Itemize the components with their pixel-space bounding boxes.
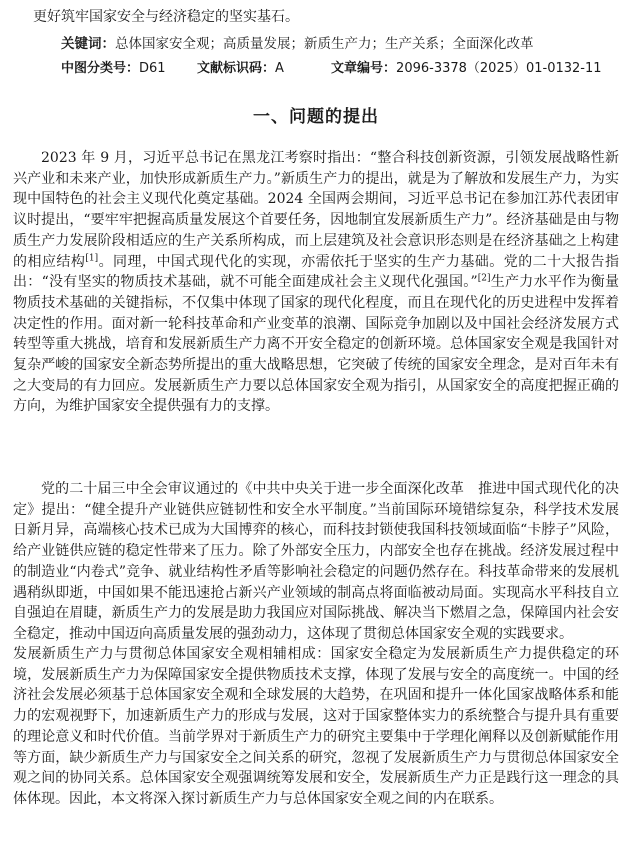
article-number-value: 2096-3378（2025）01-0132-11: [396, 61, 602, 76]
preceding-text-line: 更好筑牢国家安全与经济稳定的坚实基石。: [33, 9, 299, 25]
section-heading: 一、问题的提出: [253, 107, 379, 127]
clc-label: 中图分类号：: [61, 61, 140, 76]
citation-2: [2]: [477, 273, 491, 284]
document-code-label: 文献标识码：: [197, 61, 276, 76]
document-code-value: A: [275, 61, 284, 76]
article-number-label: 文章编号：: [331, 61, 397, 76]
keywords-value: 总体国家安全观；高质量发展；新质生产力；生产关系；全面深化改革: [115, 36, 534, 52]
keywords-line: [61, 36, 534, 52]
paragraph-2: 党的二十届三中全会审议通过的《中共中央关于进一步全面深化改革 推进中国式现代化的决定》提出：“健全提升产业链供应链韧性和安全水平制度。”当前国际环境错综复杂，科学技术发展日新月异，高端核心技术已成为大国博弈的核心，而科技封锁使我国科技领域面临“卡脖子”风险，给产业链供应链的稳定性带来了压力。除了外部安全压力，内部安全也存在挑战。经济发展过程中的制造业“内卷式”竞争、就业结构性矛盾等影响社会稳定的问题仍然存在。科技革命带来的发展机遇稍纵即逝，中国如果不能迅速抢占新兴产业领域的制高点将面临被动局面。实现高水平科技自立自强迫在眉睫，新质生产力的发展是助力我国应对国际挑战、解决当下燃眉之急，保障国内社会安全稳定，推动中国迈向高质量发展的强劲动力，这体现了贯彻总体国家安全观的实践要求。: [13, 481, 619, 642]
classification-line: [61, 61, 602, 77]
keywords-label: 关键词：: [61, 36, 115, 52]
citation-1: [1]: [85, 252, 99, 263]
paragraph-1-text-c: 生产力水平作为衡量物质技术基础的关键指标，不仅集中体现了国家的现代化程度，而且在现代化的历史进程中发挥着决定性的作用。面对新一轮科技革命和产业变革的浪潮、国际竞争加剧以及中国社会经济发展方式转型等重大挑战，培育和发展新质生产力离不开安全稳定的创新环境。总体国家安全观是我国针对复杂严峻的国家安全新态势所提出的重大战略思想，它突破了传统的国家安全理念，是对百年未有之大变局的有力回应。发展新质生产力要以总体国家安全观为指引，从国家安全的高度把握正确的方向，为维护国家安全提供强有力的支撑。: [13, 274, 620, 415]
paragraph-1-text-a: 2023 年 9 月，习近平总书记在黑龙江考察时指出：“整合科技创新资源，引领发展战略性新兴产业和未来产业，加快形成新质生产力。”新质生产力的提出，就是为了解放和发展生产力，为实现中国特色的社会主义现代化奠定基础。2024 全国两会期间，习近平总书记在参加江苏代表团审议时提出，“要牢牢把握高质量发展这个首要任务，因地制宜发展新质生产力”。经济基础是由与物质生产力发展阶段相适应的生产关系所构成，而上层建筑及社会意识形态则是在经济基础之上构建的相应结构: [13, 150, 619, 270]
paragraph-3: 发展新质生产力与贯彻总体国家安全观相辅相成：国家安全稳定为发展新质生产力提供稳定的环境，发展新质生产力为保障国家安全提供物质技术支撑，体现了发展与安全的高度统一。中国的经济社会发展必须基于总体国家安全观和全球发展的大趋势，在巩固和提升一体化国家战略体系和能力的宏观视野下，加速新质生产力的形成与发展，这对于国家整体实力的系统整合与提升具有重要的理论意义和时代价值。当前学界对于新质生产力的研究主要集中于学理化阐释以及创新赋能作用等方面，缺少新质生产力与国家安全之间关系的研究，忽视了发展新质生产力与贯彻总体国家安全观之间的协同关系。总体国家安全观强调统筹发展和安全，发展新质生产力正是践行这一理念的具体体现。因此，本文将深入探讨新质生产力与总体国家安全观之间的内在联系。: [13, 646, 619, 807]
paragraph-1-text-b: 。同理，中国式现代化的实现，亦需依托于坚实的生产力基础。党的二十大报告指出：“没有坚实的物质技术基础，就不可能全面建成社会主义现代化强国。”: [13, 253, 620, 291]
paragraph-1: [13, 148, 619, 417]
clc-value: D61: [139, 61, 166, 76]
